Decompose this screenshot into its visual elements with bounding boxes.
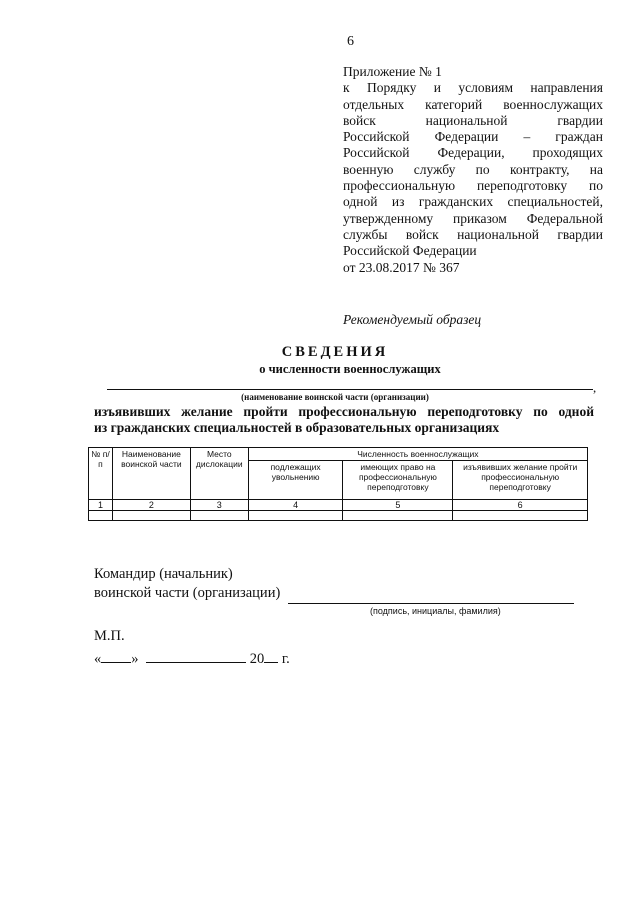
date-field (94, 650, 290, 668)
document-heading (94, 404, 594, 436)
appendix-line: к Порядку и условиям направления (343, 80, 603, 96)
column-number-cell: 1 (89, 500, 113, 511)
date-close-quote: » (131, 651, 139, 667)
empty-cell (453, 511, 588, 521)
header-willing: изъявивших желание пройти профессиональную переподготовку (453, 461, 588, 500)
column-number-cell: 4 (248, 500, 343, 511)
appendix-block (343, 64, 603, 276)
unit-name-comma: , (593, 380, 597, 395)
personnel-table (88, 447, 588, 521)
unit-name-field-line (107, 389, 593, 390)
commander-label-line-2: воинской части (организации) (94, 585, 281, 601)
appendix-line: Приложение № 1 (343, 64, 442, 79)
header-entitled: имеющих право на профессиональную переподготовку (343, 461, 453, 500)
unit-name-caption: (наименование воинской части (организации) (241, 392, 429, 402)
signature-caption: (подпись, инициалы, фамилия) (370, 606, 501, 616)
appendix-line: Российской Федерации (343, 243, 477, 259)
column-number-cell: 5 (343, 500, 453, 511)
appendix-line: одной из гражданских специальностей, (343, 194, 603, 210)
header-to-discharge: подлежащих увольнению (248, 461, 343, 500)
header-location: Место дислокации (190, 448, 248, 500)
heading-line-2: из гражданских специальностей в образовательных организациях (94, 420, 500, 435)
date-day-blank (101, 650, 131, 663)
appendix-line: Российской Федерации, проходящих (343, 145, 603, 161)
appendix-line: профессиональную переподготовку по (343, 178, 603, 194)
document-title: СВЕДЕНИЯ (281, 344, 389, 360)
appendix-line: войск национальной гвардии (343, 112, 603, 128)
commander-label-line-1: Командир (начальник) (94, 566, 233, 582)
heading-line-1: изъявивших желание пройти профессиональную переподготовку по одной (94, 404, 594, 419)
appendix-line: утвержденному приказом Федеральной (343, 210, 603, 226)
stamp-place-label: М.П. (94, 628, 125, 644)
date-year-prefix: 20 (249, 651, 265, 667)
date-month-blank (146, 650, 246, 663)
appendix-line: отдельных категорий военнослужащих (343, 96, 603, 112)
header-unit-name: Наименование воинской части (112, 448, 190, 500)
column-number-cell: 2 (112, 500, 190, 511)
date-open-quote: « (94, 651, 102, 667)
appendix-line: от 23.08.2017 № 367 (343, 259, 460, 275)
header-number: № п/п (89, 448, 113, 500)
date-year-blank (264, 650, 278, 663)
page-number: 6 (347, 34, 354, 49)
date-year-suffix: г. (281, 651, 290, 667)
empty-cell (112, 511, 190, 521)
empty-cell (343, 511, 453, 521)
empty-cell (248, 511, 343, 521)
empty-cell (190, 511, 248, 521)
appendix-line: службы войск национальной гвардии (343, 226, 603, 242)
appendix-line: военную службу по контракту, на (343, 161, 603, 177)
sample-label: Рекомендуемый образец (343, 312, 482, 327)
empty-cell (89, 511, 113, 521)
document-subtitle: о численности военнослужащих (259, 362, 441, 376)
signature-field-line (288, 603, 574, 604)
header-personnel-count: Численность военнослужащих (248, 448, 587, 461)
column-number-cell: 3 (190, 500, 248, 511)
appendix-line: Российской Федерации – граждан (343, 129, 603, 145)
column-number-cell: 6 (453, 500, 588, 511)
